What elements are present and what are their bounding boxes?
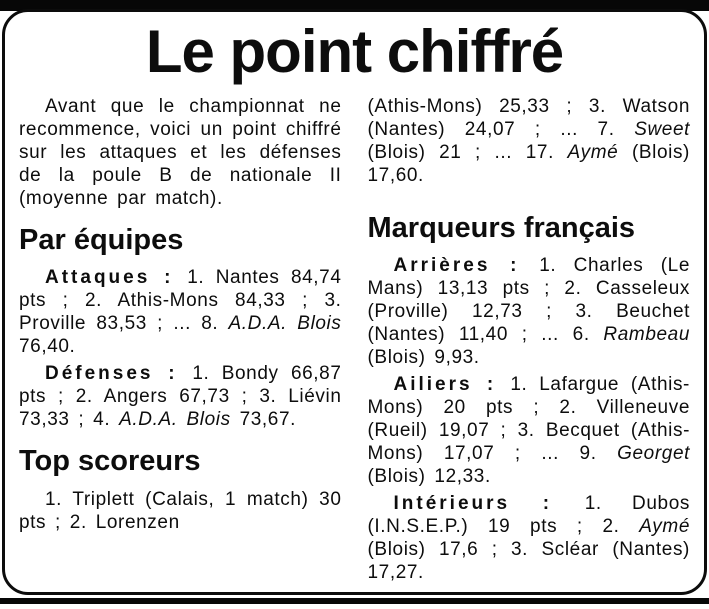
top-scoreurs-paragraph-end xyxy=(368,95,691,187)
article-title: Le point chiffré xyxy=(145,18,564,85)
scan-edge-bottom xyxy=(0,598,709,604)
column-left xyxy=(19,95,342,588)
top-scoreurs-paragraph-start xyxy=(19,488,342,534)
italic-name: A.D.A. Blois xyxy=(228,313,342,335)
heading-par-equipes: Par équipes xyxy=(19,224,184,256)
italic-name: Aymé xyxy=(639,516,690,538)
text-run: 1. Bondy 66,87 pts ; 2. Angers 67,73 ; 3. Liévin 73,33 ; 4. xyxy=(19,363,342,431)
bold-lead-in: Ailiers : xyxy=(393,374,511,396)
intro-paragraph xyxy=(19,95,342,210)
italic-name: Rambeau xyxy=(603,324,690,346)
article-box xyxy=(2,9,707,595)
text-run: (Blois) 21 ; ... 17. xyxy=(367,142,568,163)
text-run: (Blois) 9,93. xyxy=(367,347,480,369)
bold-lead-in: Intérieurs : xyxy=(393,493,585,515)
text-run: 73,67. xyxy=(230,409,296,431)
italic-name: Sweet xyxy=(634,119,690,140)
heading-marqueurs-francais: Marqueurs français xyxy=(367,212,636,244)
interieurs-paragraph xyxy=(368,492,691,584)
text-run: 1. Nantes 84,74 pts ; 2. Athis-Mons 84,33 ; 3. Proville 83,53 ; ... 8. xyxy=(19,267,342,335)
text-run: 1. Dubos (I.N.S.E.P.) 19 pts ; 2. xyxy=(367,493,690,538)
text-run: 1. Triplett (Calais, 1 match) 30 pts ; 2. Lorenzen xyxy=(19,488,342,533)
article-columns xyxy=(17,95,692,588)
bold-lead-in: Arrières : xyxy=(393,255,540,277)
text-run: (Blois) 12,33. xyxy=(367,466,491,488)
text-run: 1. Charles (Le Mans) 13,13 pts ; 2. Casseleux (Proville) 12,73 ; 3. Beuchet (Nantes) 11,40 ; ... 6. xyxy=(367,255,690,346)
text-run: Avant que le championnat ne recommence, voici un point chiffré sur les attaques et les défenses de la poule B de nationale II (moyenne par match). xyxy=(19,96,342,209)
arrieres-paragraph xyxy=(368,254,691,369)
text-run: 76,40. xyxy=(19,336,76,358)
italic-name: Georget xyxy=(617,443,690,465)
ailiers-paragraph xyxy=(368,373,691,488)
text-run: 1. Lafargue (Athis-Mons) 20 pts ; 2. Villeneuve (Rueil) 19,07 ; 3. Becquet (Athis-Mons) 17,07 ; ... 9. xyxy=(367,374,690,465)
attaques-paragraph xyxy=(19,266,342,358)
bold-lead-in: Attaques : xyxy=(45,267,188,289)
text-run: (Blois) 17,6 ; 3. Scléar (Nantes) 17,27. xyxy=(367,539,690,584)
text-run: (Athis-Mons) 25,33 ; 3. Watson (Nantes) 24,07 ; ... 7. xyxy=(367,96,690,140)
defenses-paragraph xyxy=(19,362,342,431)
bold-lead-in: Défenses : xyxy=(45,363,193,385)
column-right xyxy=(368,95,691,588)
italic-name: A.D.A. Blois xyxy=(119,409,231,431)
italic-name: Aymé xyxy=(567,142,619,163)
heading-top-scoreurs: Top scoreurs xyxy=(19,445,201,478)
text-run: (Blois) 17,60. xyxy=(367,142,690,186)
